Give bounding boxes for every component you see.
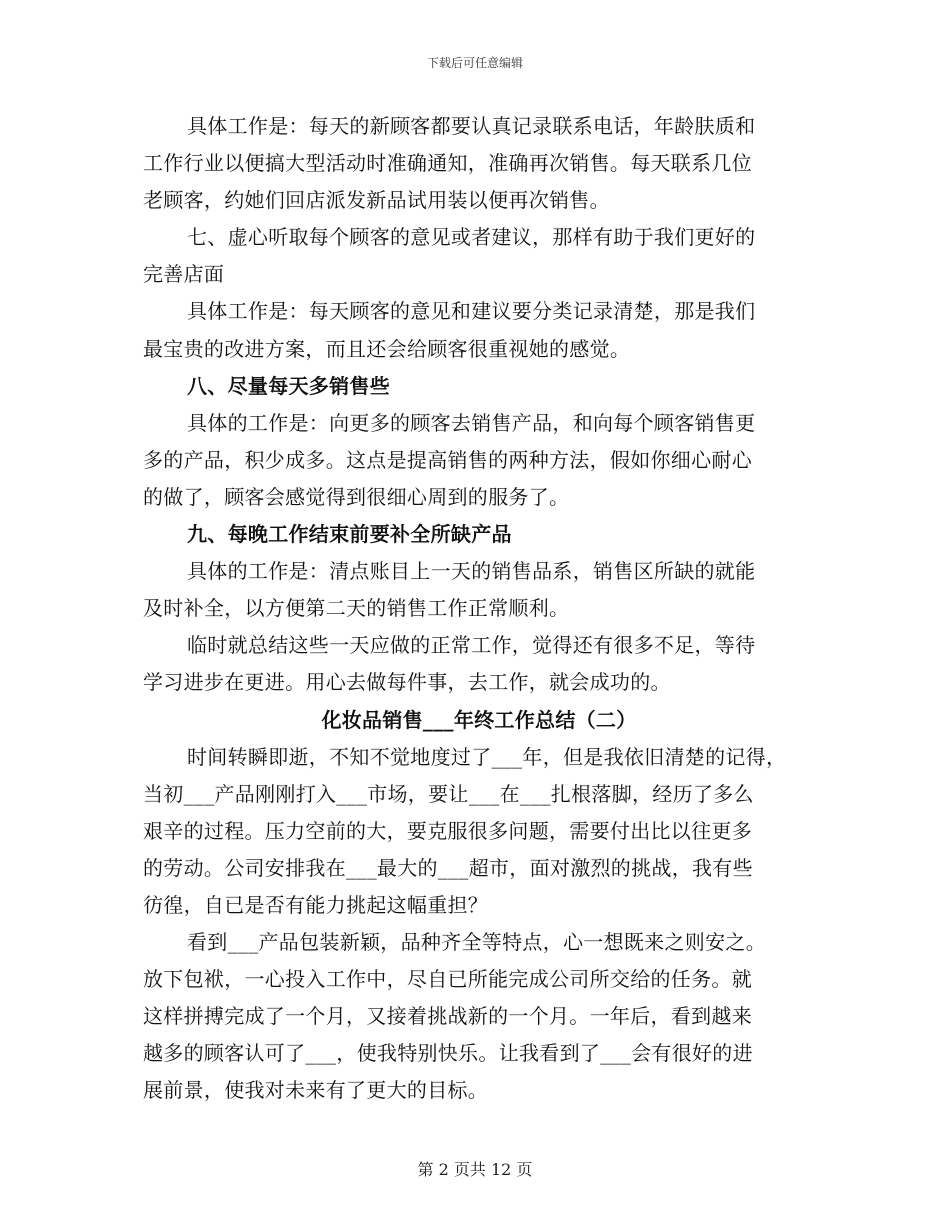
paragraph-line: 老顾客，约她们回店派发新品试用装以便再次销售。 bbox=[143, 188, 610, 213]
paragraph-line: 艰辛的过程。压力空前的大，要克服很多问题，需要付出比以往更多 bbox=[143, 818, 752, 843]
paragraph-line: 具体的工作是：向更多的顾客去销售产品，和向每个顾客销售更 bbox=[187, 410, 756, 435]
paragraph-line: 看到___产品包装新颖，品种齐全等特点，心一想既来之则安之。 bbox=[187, 930, 766, 955]
document-body bbox=[143, 108, 815, 1110]
page-footer: 第 2 页共 12 页 bbox=[417, 1160, 533, 1179]
paragraph-line: 的做了，顾客会感觉得到很细心周到的服务了。 bbox=[143, 484, 570, 509]
document-title: 化妆品销售___年终工作总结（二） bbox=[321, 707, 637, 732]
paragraph-line: 具体工作是：每天的新顾客都要认真记录联系电话，年龄肤质和 bbox=[187, 114, 756, 138]
paragraph-line: 放下包袱，一心投入工作中，尽自已所能完成公司所交给的任务。就 bbox=[143, 967, 752, 992]
paragraph-line: 临时就总结这些一天应做的正常工作，觉得还有很多不足，等待 bbox=[187, 633, 756, 658]
paragraph-line: 展前景，使我对未来有了更大的目标。 bbox=[143, 1078, 489, 1103]
paragraph-line: 及时补全，以方便第二天的销售工作正常顺利。 bbox=[143, 596, 570, 621]
paragraph-line: 越多的顾客认可了___，使我特别快乐。让我看到了___会有很好的进 bbox=[143, 1041, 753, 1066]
paragraph-line: 时间转瞬即逝，不知不觉地度过了___年，但是我依旧清楚的记得， bbox=[187, 744, 787, 769]
paragraph-line: 学习进步在更进。用心去做每件事，去工作，就会成功的。 bbox=[143, 670, 671, 695]
paragraph-line: 彷徨，自已是否有能力挑起这幅重担？ bbox=[143, 892, 489, 917]
section-heading: 八、尽量每天多销售些 bbox=[187, 373, 390, 398]
paragraph-line: 的劳动。公司安排我在___最大的___超市，面对激烈的挑战，我有些 bbox=[143, 855, 753, 880]
section-heading: 九、每晚工作结束前要补全所缺产品 bbox=[187, 522, 512, 547]
paragraph-line: 完善店面 bbox=[143, 262, 225, 287]
paragraph-line: 这样拼搏完成了一个月，又接着挑战新的一个月。一年后，看到越来 bbox=[143, 1004, 752, 1029]
paragraph-line: 当初___产品刚刚打入___市场，要让___在___扎根落脚，经历了多么 bbox=[143, 781, 754, 806]
paragraph-line: 七、虚心听取每个顾客的意见或者建议，那样有助于我们更好的 bbox=[187, 225, 756, 250]
page-header: 下载后可任意编辑 bbox=[426, 56, 523, 70]
paragraph-line: 具体工作是：每天顾客的意见和建议要分类记录清楚，那是我们 bbox=[187, 299, 756, 324]
paragraph-line: 具体的工作是：清点账目上一天的销售品系，销售区所缺的就能 bbox=[187, 559, 756, 584]
paragraph-line: 工作行业以便搞大型活动时准确通知，准确再次销售。每天联系几位 bbox=[143, 151, 752, 176]
paragraph-line: 最宝贵的改进方案，而且还会给顾客很重视她的感觉。 bbox=[143, 336, 631, 361]
paragraph-line: 多的产品，积少成多。这点是提高销售的两种方法，假如你细心耐心 bbox=[143, 447, 752, 472]
